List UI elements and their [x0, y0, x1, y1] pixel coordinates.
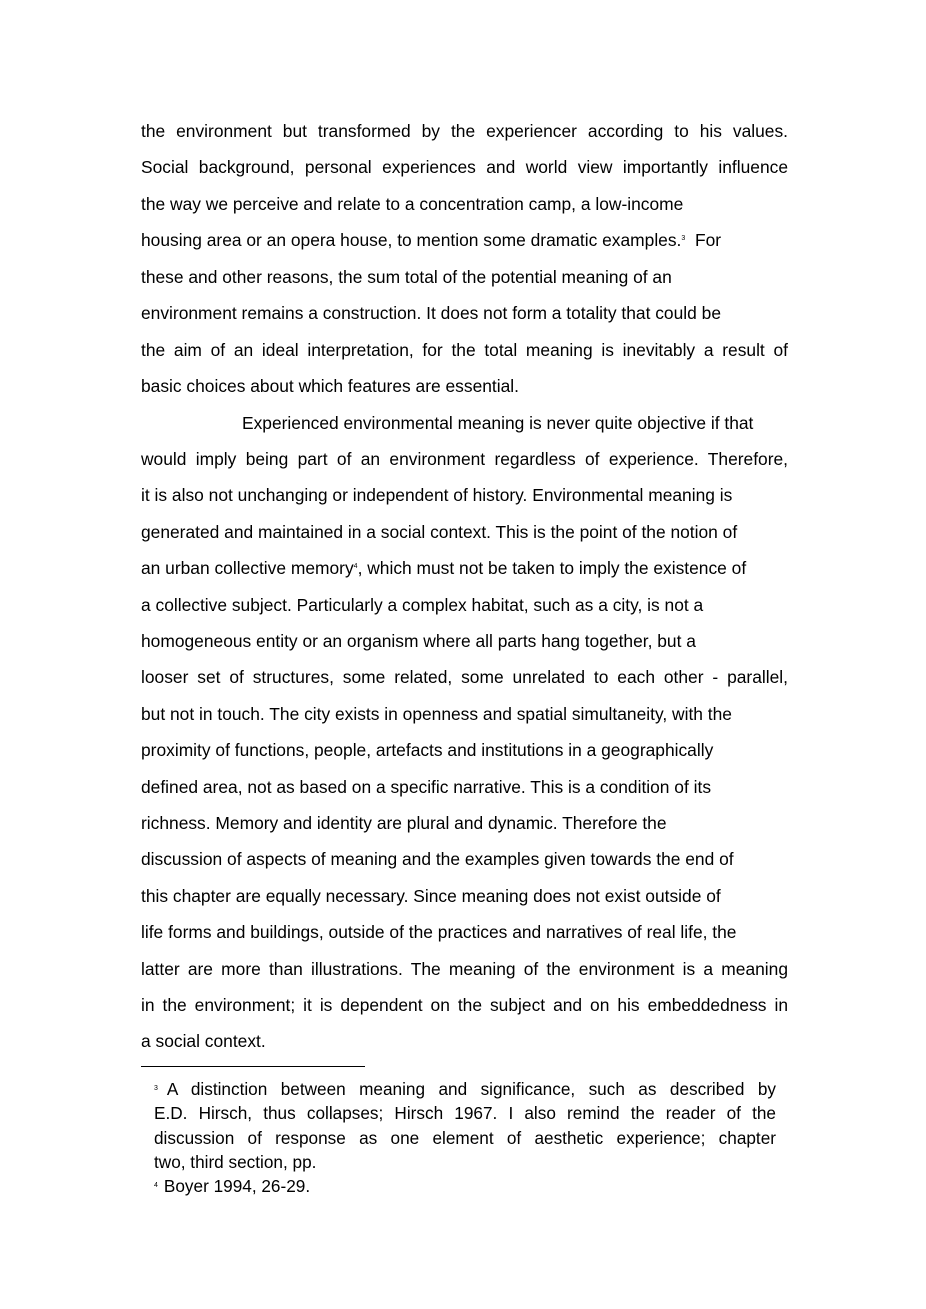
paragraph2-line-12: richness. Memory and identity are plural and dynamic. Therefore the [141, 813, 667, 833]
paragraph1-line-5: these and other reasons, the sum total of the potential meaning of an [141, 267, 672, 287]
paragraph2-line-2: would imply being part of an environment regardless of experience. Therefore, [141, 449, 788, 469]
paragraph2-line-14: this chapter are equally necessary. Since meaning does not exist outside of [141, 886, 721, 906]
footnote-3-line-1 [154, 1079, 776, 1099]
paragraph1-line-4-tail: For [694, 230, 722, 250]
footnote-3-line-2: E.D. Hirsch, thus collapses; Hirsch 1967. I also remind the reader of the [154, 1103, 776, 1123]
paragraph2-line-8: looser set of structures, some related, some unrelated to each other - parallel, [141, 667, 788, 687]
paragraph2-line-4: generated and maintained in a social context. This is the point of the notion of [141, 522, 738, 542]
paragraph2-line-16: latter are more than illustrations. The meaning of the environment is a meaning [141, 959, 788, 979]
footnote-3-number: 3 [154, 1085, 158, 1092]
paragraph2-line-6: a collective subject. Particularly a complex habitat, such as a city, is not a [141, 595, 704, 615]
footnote-4-line-1 [154, 1176, 776, 1196]
paragraph2-line-3: it is also not unchanging or independent of history. Environmental meaning is [141, 485, 733, 505]
paragraph2-line-5-text: an urban collective memory [141, 558, 354, 578]
footnote-3-line-3: discussion of response as one element of aesthetic experience; chapter [154, 1128, 776, 1148]
paragraph1-line-4 [141, 230, 788, 250]
footnote-4-number: 4 [154, 1182, 158, 1189]
paragraph2-line-11: defined area, not as based on a specific narrative. This is a condition of its [141, 777, 712, 797]
paragraph1-line-7: the aim of an ideal interpretation, for the total meaning is inevitably a result of [141, 340, 788, 360]
paragraph2-line-7: homogeneous entity or an organism where all parts hang together, but a [141, 631, 696, 651]
paragraph2-line-5-tail: , which must not be taken to imply the existence of [357, 558, 747, 578]
paragraph2-line-13: discussion of aspects of meaning and the examples given towards the end of [141, 849, 734, 869]
footnote-reference-4: 4 [353, 563, 358, 570]
paragraph1-line-4-text: housing area or an opera house, to mention some dramatic examples. [141, 230, 682, 250]
paragraph1-line-6: environment remains a construction. It does not form a totality that could be [141, 303, 721, 323]
paragraph2-line-9: but not in touch. The city exists in openness and spatial simultaneity, with the [141, 704, 732, 724]
paragraph2-line-15: life forms and buildings, outside of the practices and narratives of real life, the [141, 922, 737, 942]
paragraph2-line-10: proximity of functions, people, artefacts and institutions in a geographically [141, 740, 714, 760]
paragraph1-line-3: the way we perceive and relate to a concentration camp, a low-income [141, 194, 684, 214]
paragraph2-line-1: Experienced environmental meaning is never quite objective if that [242, 413, 754, 433]
footnote-3-line-1-text: A distinction between meaning and significance, such as described by [166, 1079, 776, 1099]
paragraph1-line-2: Social background, personal experiences and world view importantly influence [141, 157, 788, 177]
paragraph2-line-18: a social context. [141, 1031, 266, 1051]
paragraph1-line-1: the environment but transformed by the experiencer according to his values. [141, 121, 788, 141]
paragraph2-line-5 [141, 558, 788, 578]
paragraph1-line-8: basic choices about which features are essential. [141, 376, 519, 396]
footnote-separator [141, 1066, 365, 1067]
footnote-reference-3: 3 [681, 235, 686, 242]
footnote-4-line-1-text: Boyer 1994, 26-29. [163, 1176, 311, 1196]
footnote-3-line-4: two, third section, pp. [154, 1152, 317, 1172]
paragraph2-line-17: in the environment; it is dependent on the subject and on his embeddedness in [141, 995, 788, 1015]
